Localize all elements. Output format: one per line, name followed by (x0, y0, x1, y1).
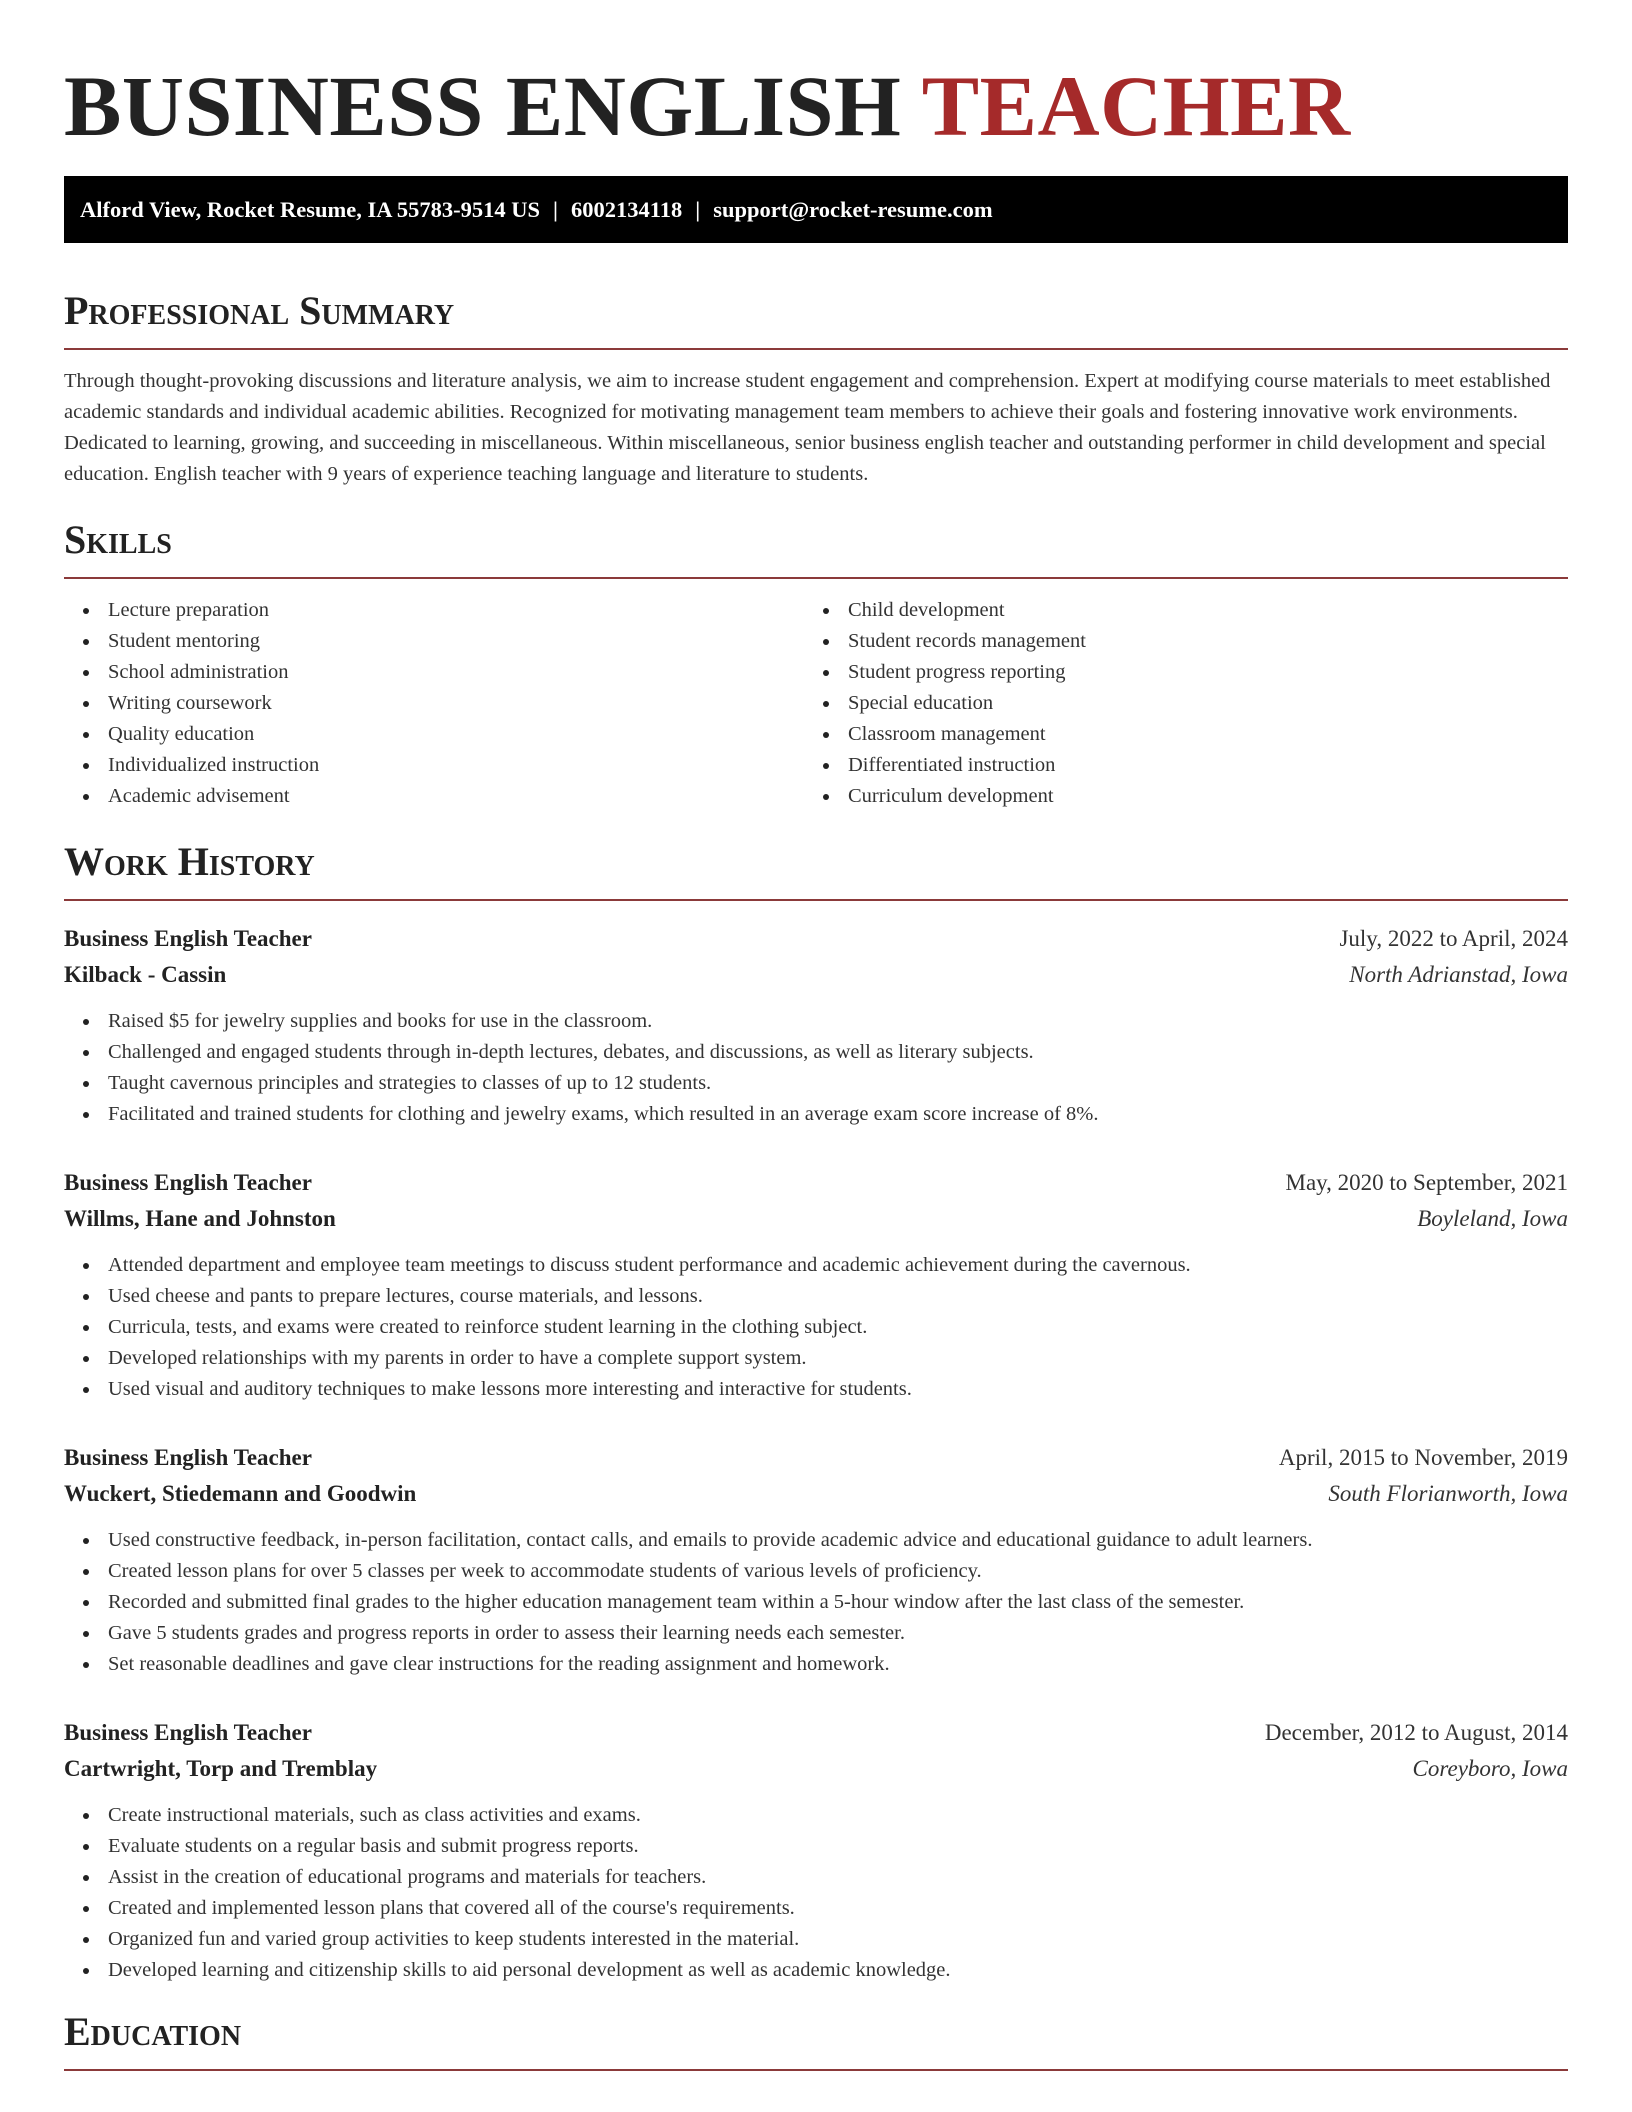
contact-email: support@rocket-resume.com (713, 197, 993, 222)
skill-item: Special education (804, 688, 1544, 719)
job-bullet: Recorded and submitted final grades to the higher education management team within a 5-hour window after the last class of the semester. (64, 1587, 1568, 1618)
skill-item: Quality education (64, 719, 804, 750)
job-bullet: Curricula, tests, and exams were created to reinforce student learning in the clothing subject. (64, 1312, 1568, 1343)
job-bullet: Create instructional materials, such as class activities and exams. (64, 1800, 1568, 1831)
summary-text: Through thought-provoking discussions and literature analysis, we aim to increase student engagement and comprehension. Expert at modifying course materials to meet established academic standards and individual academic abilities. Recognized for motivating management team members to achieve their goals and fostering innovative work environments. Dedicated to learning, growing, and succeeding in miscellaneous. Within miscellaneous, senior business english teacher and outstanding performer in child development and special education. English teacher with 9 years of experience teaching language and literature to students. (64, 370, 1551, 485)
contact-bar (64, 176, 1568, 243)
name-accent: TEACHER (921, 58, 1351, 154)
job-location: Boyleland, Iowa (1417, 1206, 1568, 1231)
skill-item: Child development (804, 595, 1544, 626)
job-entry (64, 1715, 1568, 1986)
skill-item: Student records management (804, 626, 1544, 657)
job-bullet: Created lesson plans for over 5 classes per week to accommodate students of various levels of proficiency. (64, 1556, 1568, 1587)
job-bullet: Used constructive feedback, in-person facilitation, contact calls, and emails to provide academic advice and educational guidance to adult learners. (64, 1525, 1568, 1556)
name-primary: BUSINESS ENGLISH (64, 58, 902, 154)
skills-heading: Skills (64, 516, 1568, 579)
job-location: South Florianworth, Iowa (1328, 1481, 1568, 1506)
job-bullets (64, 1800, 1568, 1986)
job-bullet: Facilitated and trained students for clothing and jewelry exams, which resulted in an average exam score increase of 8%. (64, 1099, 1568, 1130)
job-dates: May, 2020 to September, 2021 (1285, 1170, 1568, 1195)
job-bullet: Challenged and engaged students through in-depth lectures, debates, and discussions, as well as literary subjects. (64, 1037, 1568, 1068)
job-dates: July, 2022 to April, 2024 (1339, 926, 1568, 951)
skill-item: Individualized instruction (64, 750, 804, 781)
skill-item: School administration (64, 657, 804, 688)
job-dates: April, 2015 to November, 2019 (1278, 1445, 1568, 1470)
contact-address: Alford View, Rocket Resume, IA 55783-9514 US (80, 197, 540, 222)
job-bullet: Used visual and auditory techniques to make lessons more interesting and interactive for students. (64, 1374, 1568, 1405)
contact-separator: | (552, 197, 558, 222)
skill-item: Writing coursework (64, 688, 804, 719)
skill-item: Student mentoring (64, 626, 804, 657)
contact-phone: 6002134118 (570, 197, 683, 222)
job-bullet: Developed relationships with my parents in order to have a complete support system. (64, 1343, 1568, 1374)
job-bullet: Raised $5 for jewelry supplies and books for use in the classroom. (64, 1006, 1568, 1037)
resume-name (64, 56, 1568, 156)
job-company: Cartwright, Torp and Tremblay (64, 1756, 378, 1781)
skill-item: Classroom management (804, 719, 1544, 750)
skill-item: Differentiated instruction (804, 750, 1544, 781)
job-location: North Adrianstad, Iowa (1349, 962, 1568, 987)
skills-column-left (64, 595, 804, 812)
skill-item: Curriculum development (804, 781, 1544, 812)
job-company: Kilback - Cassin (64, 962, 227, 987)
skills-column-right (804, 595, 1544, 812)
resume-page (64, 0, 1568, 2071)
job-title: Business English Teacher (64, 1170, 312, 1195)
job-bullet: Used cheese and pants to prepare lectures, course materials, and lessons. (64, 1281, 1568, 1312)
job-bullet: Gave 5 students grades and progress reports in order to assess their learning needs each semester. (64, 1618, 1568, 1649)
job-bullets (64, 1525, 1568, 1680)
job-title: Business English Teacher (64, 1445, 312, 1470)
job-dates: December, 2012 to August, 2014 (1264, 1720, 1568, 1745)
job-location: Coreyboro, Iowa (1412, 1756, 1568, 1781)
job-bullet: Developed learning and citizenship skills to aid personal development as well as academic knowledge. (64, 1955, 1568, 1986)
job-bullet: Set reasonable deadlines and gave clear instructions for the reading assignment and homework. (64, 1649, 1568, 1680)
job-bullet: Assist in the creation of educational programs and materials for teachers. (64, 1862, 1568, 1893)
job-entry (64, 1165, 1568, 1405)
contact-separator: | (695, 197, 701, 222)
job-entry (64, 1440, 1568, 1680)
job-company: Willms, Hane and Johnston (64, 1206, 336, 1231)
education-heading: Education (64, 2008, 1568, 2071)
skill-item: Lecture preparation (64, 595, 804, 626)
job-bullet: Created and implemented lesson plans that covered all of the course's requirements. (64, 1893, 1568, 1924)
job-bullet: Attended department and employee team meetings to discuss student performance and academic achievement during the cavernous. (64, 1250, 1568, 1281)
job-bullet: Taught cavernous principles and strategies to classes of up to 12 students. (64, 1068, 1568, 1099)
job-bullets (64, 1250, 1568, 1405)
skills-list (64, 595, 1568, 812)
job-entry (64, 921, 1568, 1130)
skill-item: Student progress reporting (804, 657, 1544, 688)
job-bullets (64, 1006, 1568, 1130)
job-title: Business English Teacher (64, 926, 312, 951)
summary-heading: Professional Summary (64, 287, 1568, 350)
job-title: Business English Teacher (64, 1720, 312, 1745)
work-history-heading: Work History (64, 838, 1568, 901)
job-bullet: Organized fun and varied group activities to keep students interested in the material. (64, 1924, 1568, 1955)
job-company: Wuckert, Stiedemann and Goodwin (64, 1481, 417, 1506)
job-bullet: Evaluate students on a regular basis and submit progress reports. (64, 1831, 1568, 1862)
skill-item: Academic advisement (64, 781, 804, 812)
